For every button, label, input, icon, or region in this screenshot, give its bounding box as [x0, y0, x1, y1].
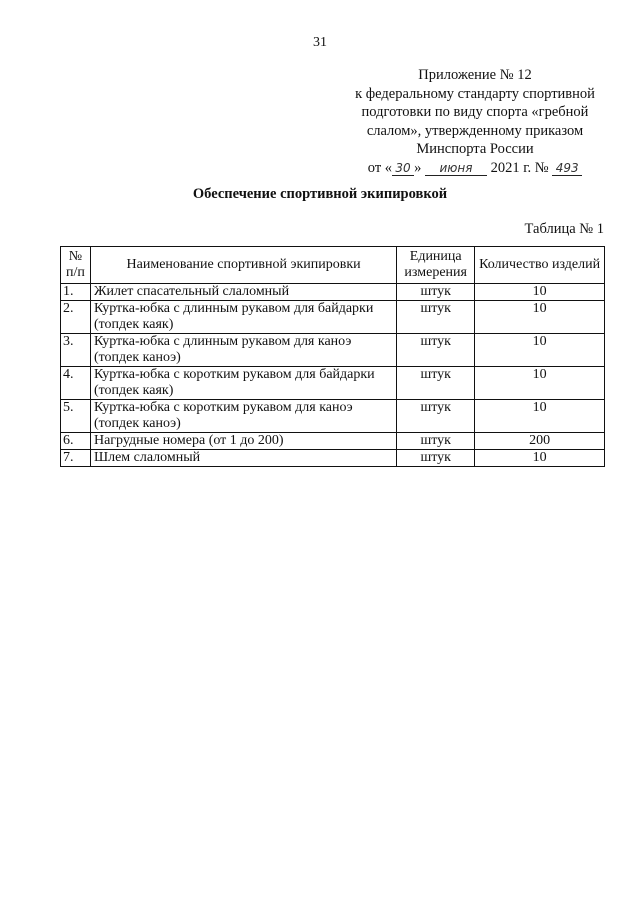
row-name: Нагрудные номера (от 1 до 200)	[90, 433, 396, 450]
header-num: № п/п	[61, 247, 91, 284]
row-qty: 10	[475, 367, 605, 400]
row-qty: 10	[475, 301, 605, 334]
row-num: 5.	[61, 400, 91, 433]
table-row	[61, 367, 605, 400]
date-mid: »	[414, 159, 422, 176]
table-row	[61, 450, 605, 467]
row-num: 1.	[61, 284, 91, 301]
order-date-line	[340, 159, 610, 178]
handwritten-month: июня	[425, 161, 487, 176]
table-caption: Таблица № 1	[524, 221, 604, 237]
row-num: 7.	[61, 450, 91, 467]
table-row	[61, 334, 605, 367]
row-num: 4.	[61, 367, 91, 400]
table-row	[61, 284, 605, 301]
header-unit: Единица измерения	[397, 247, 475, 284]
row-qty: 10	[475, 400, 605, 433]
row-num: 2.	[61, 301, 91, 334]
appendix-line: подготовки по виду спорта «гребной	[361, 104, 589, 120]
row-num: 6.	[61, 433, 91, 450]
date-prefix: от «	[367, 159, 393, 176]
row-unit: штук	[397, 450, 475, 467]
handwritten-order-number: 493	[552, 161, 582, 176]
appendix-title: Приложение № 12	[418, 67, 532, 83]
row-unit: штук	[397, 301, 475, 334]
header-name: Наименование спортивной экипировки	[90, 247, 396, 284]
row-name: Куртка-юбка с длинным рукавом для байдарки (топдек каяк)	[90, 301, 396, 334]
table-row	[61, 301, 605, 334]
row-qty: 10	[475, 284, 605, 301]
row-name: Шлем слаломный	[90, 450, 396, 467]
handwritten-day: 30	[392, 161, 414, 176]
page-number: 31	[313, 35, 327, 50]
row-unit: штук	[397, 400, 475, 433]
appendix-line: слалом», утвержденному приказом	[366, 122, 584, 139]
appendix-line: к федеральному стандарту спортивной	[355, 85, 595, 102]
row-name: Куртка-юбка с коротким рукавом для каноэ (топдек каноэ)	[90, 400, 396, 433]
row-qty: 200	[475, 433, 605, 450]
header-qty: Количество изделий	[475, 247, 605, 284]
row-unit: штук	[397, 334, 475, 367]
table-row	[61, 400, 605, 433]
appendix-block	[340, 66, 610, 177]
table-header-row	[61, 247, 605, 284]
document-title: Обеспечение спортивной экипировкой	[192, 186, 448, 202]
row-qty: 10	[475, 450, 605, 467]
row-name: Жилет спасательный слаломный	[90, 284, 396, 301]
row-unit: штук	[397, 284, 475, 301]
row-unit: штук	[397, 433, 475, 450]
appendix-line: Минспорта России	[416, 141, 534, 157]
row-name: Куртка-юбка с длинным рукавом для каноэ (топдек каноэ)	[90, 334, 396, 367]
row-qty: 10	[475, 334, 605, 367]
row-unit: штук	[397, 367, 475, 400]
table-row	[61, 433, 605, 450]
row-num: 3.	[61, 334, 91, 367]
row-name: Куртка-юбка с коротким рукавом для байдарки (топдек каяк)	[90, 367, 396, 400]
equipment-table	[60, 246, 605, 467]
date-year: 2021 г. №	[490, 159, 549, 176]
